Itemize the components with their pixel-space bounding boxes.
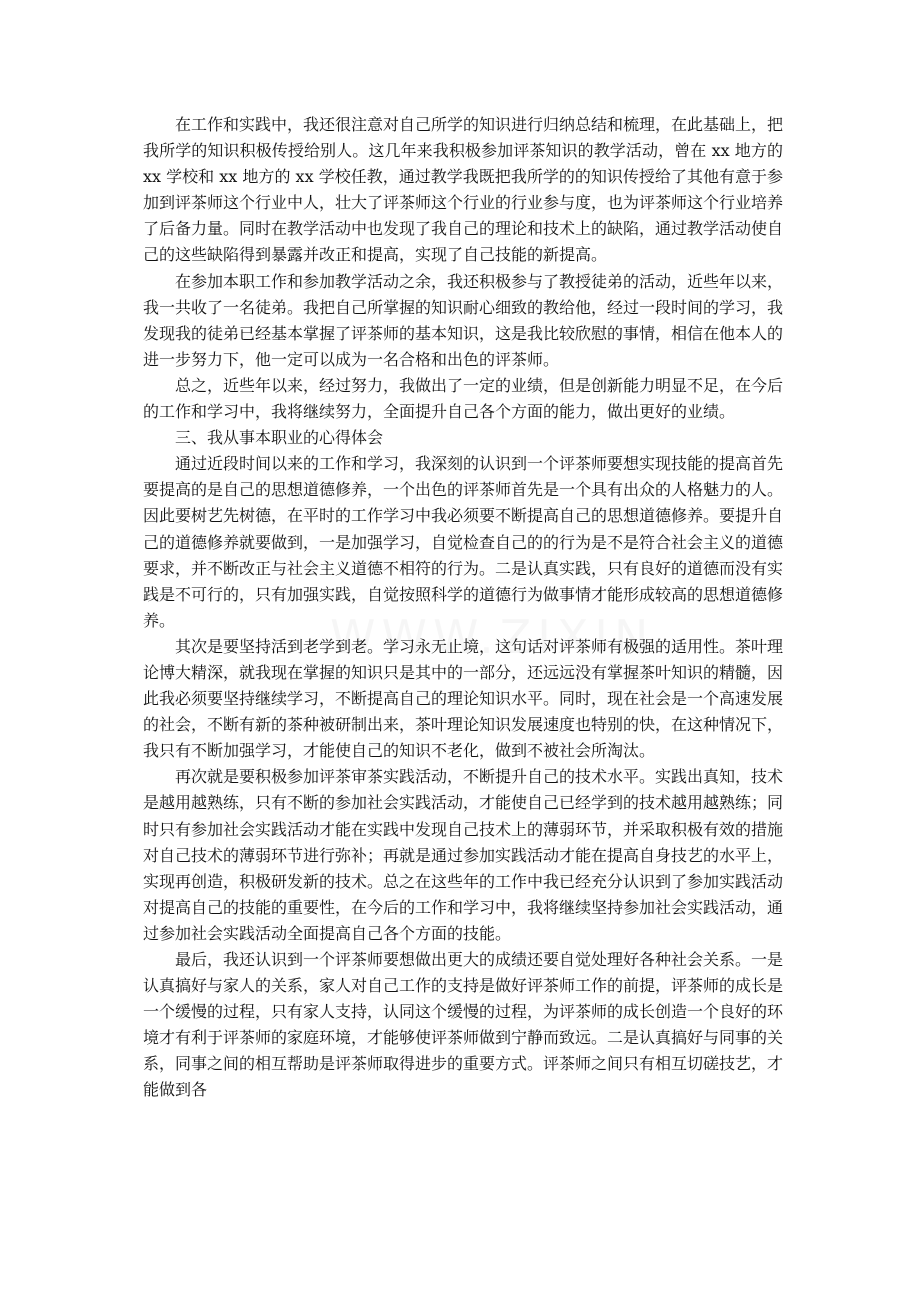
paragraph-apprentice: 在参加本职工作和参加教学活动之余，我还积极参与了教授徒弟的活动，近些年以来，我一共收了一名徒弟。我把自己所掌握的知识耐心细致的教给他，经过一段时间的学习，我发现我的徒弟已经基本掌握了评茶师的基本知识，这是我比较欣慰的事情，相信在他本人的进一步努力下，他一定可以成为一名合格和出色的评茶师。 <box>143 271 784 369</box>
paragraph-practice: 再次就是要积极参加评茶审茶实践活动，不断提升自己的技术水平。实践出真知，技术是越用越熟练，只有不断的参加社会实践活动，才能使自己已经学到的技术越用越熟练；同时只有参加社会实践活动才能在实践中发现自己技术上的薄弱环节，并采取积极有效的措施对自己技术的薄弱环节进行弥补；再就是通过参加实践活动才能在提高自身技艺的水平上，实现再创造，积极研发新的技术。总之在这些年的工作中我已经充分认识到了参加实践活动对提高自己的技能的重要性，在今后的工作和学习中，我将继续坚持参加社会实践活动，通过参加社会实践活动全面提高自己各个方面的技能。 <box>143 767 784 943</box>
document-body <box>143 112 783 1104</box>
paragraph-teaching: 在工作和实践中，我还很注意对自己所学的知识进行归纳总结和梳理，在此基础上，把我所学的知识积极传授给别人。这几年来我积极参加评茶知识的教学活动，曾在 xx 地方的 xx 学校和 xx 地方的 xx 学校任教，通过教学我既把我所学的的知识传授给了其他有意于参加到评茶师这个行业中人，壮大了评茶师这个行业的行业参与度，也为评茶师这个行业培养了后备力量。同时在教学活动中也发现了我自己的理论和技术上的缺陷，通过教学活动使自己的这些缺陷得到暴露并改正和提高，实现了自己技能的新提高。 <box>143 115 784 265</box>
paragraph-lifelong-learning: 其次是要坚持活到老学到老。学习永无止境，这句话对评茶师有极强的适用性。茶叶理论博大精深，就我现在掌握的知识只是其中的一部分，还远远没有掌握茶叶知识的精髓，因此我必须要坚持继续学习，不断提高自己的理论知识水平。同时，现在社会是一个高速发展的社会，不断有新的茶种被研制出来，茶叶理论知识发展速度也特别的快，在这种情况下，我只有不断加强学习，才能使自己的知识不老化，做到不被社会所淘汰。 <box>143 636 784 761</box>
paragraph-relationships: 最后，我还认识到一个评茶师要想做出更大的成绩还要自觉处理好各种社会关系。一是认真搞好与家人的关系，家人对自己工作的支持是做好评茶师工作的前提，评茶师的成长是一个缓慢的过程，只有家人支持，认同这个缓慢的过程，为评茶师的成长创造一个良好的环境才有利于评茶师的家庭环境，才能够使评茶师做到宁静而致远。二是认真搞好与同事的关系，同事之间的相互帮助是评茶师取得进步的重要方式。评茶师之间只有相互切磋技艺，才能做到各 <box>143 950 784 1100</box>
section-heading: 三、我从事本职业的心得体会 <box>175 428 384 448</box>
paragraph-morality: 通过近段时间以来的工作和学习，我深刻的认识到一个评茶师要想实现技能的提高首先要提高的是自己的思想道德修养，一个出色的评茶师首先是一个具有出众的人格魅力的人。因此要树艺先树德，在平时的工作学习中我必须要不断提高自己的思想道德修养。要提升自己的道德修养就要做到，一是加强学习，自觉检查自己的的行为是不是符合社会主义的道德要求，并不断改正与社会主义道德不相符的行为。二是认真实践，只有良好的道德而没有实践是不可行的，只有加强实践，自觉按照科学的道德行为做事情才能形成较高的思想道德修养。 <box>143 454 784 630</box>
paragraph-summary: 总之，近些年以来，经过努力，我做出了一定的业绩，但是创新能力明显不足，在今后的工作和学习中，我将继续努力，全面提升自己各个方面的能力，做出更好的业绩。 <box>143 375 784 422</box>
